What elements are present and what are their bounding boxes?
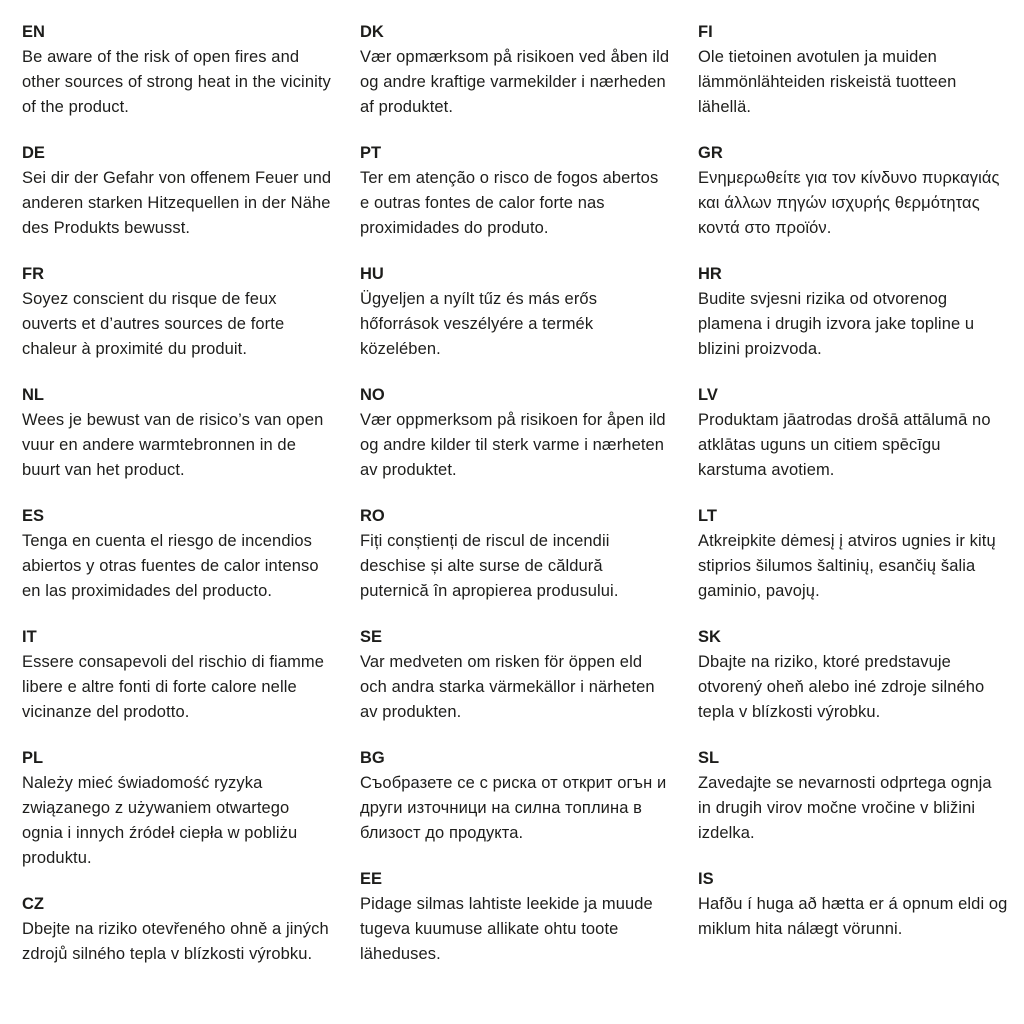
language-code: RO bbox=[360, 507, 385, 525]
warning-text: Dbejte na riziko otevřeného ohně a jiných zdrojů silného tepla v blízkosti výrobku. bbox=[22, 920, 329, 963]
language-code: PT bbox=[360, 144, 382, 162]
warning-text: Essere consapevoli del rischio di fiamme libere e altre fonti di forte calore nelle vicinanze del prodotto. bbox=[22, 653, 325, 721]
warning-text: Ügyeljen a nyílt tűz és más erős hőforrások veszélyére a termék közelében. bbox=[360, 290, 598, 358]
warning-text: Hafðu í huga að hætta er á opnum eldi og miklum hita nálægt vörunni. bbox=[698, 895, 1008, 938]
warning-entry-fr bbox=[22, 262, 332, 362]
warning-text: Ενημερωθείτε για τον κίνδυνο πυρκαγιάς και άλλων πηγών ισχυρής θερμότητας κοντά στο προϊόν. bbox=[698, 169, 1000, 237]
column-3 bbox=[698, 20, 1008, 988]
warning-entry-nl bbox=[22, 383, 332, 483]
warning-text: Vær opmærksom på risikoen ved åben ild og andre kraftige varmekilder i nærheden af produktet. bbox=[360, 48, 670, 116]
warning-text: Należy mieć świadomość ryzyka związanego z używaniem otwartego ognia i innych źródeł ciepła w pobliżu produktu. bbox=[22, 774, 298, 867]
language-code: DE bbox=[22, 144, 45, 162]
warning-entry-dk bbox=[360, 20, 670, 120]
warning-entry-it bbox=[22, 625, 332, 725]
warning-entry-de bbox=[22, 141, 332, 241]
warning-entry-ro bbox=[360, 504, 670, 604]
warning-entry-pl bbox=[22, 746, 332, 871]
language-code: CZ bbox=[22, 895, 44, 913]
language-code: GR bbox=[698, 144, 723, 162]
warning-entry-is bbox=[698, 867, 1008, 942]
language-code: NO bbox=[360, 386, 385, 404]
warning-entry-sk bbox=[698, 625, 1008, 725]
language-code: IS bbox=[698, 870, 714, 888]
warning-text: Sei dir der Gefahr von offenem Feuer und anderen starken Hitzequellen in der Nähe des Produkts bewusst. bbox=[22, 169, 332, 237]
warning-entry-fi bbox=[698, 20, 1008, 120]
warning-entry-cz bbox=[22, 892, 332, 967]
warning-text: Be aware of the risk of open fires and other sources of strong heat in the vicinity of the product. bbox=[22, 48, 331, 116]
warning-text: Var medveten om risken för öppen eld och andra starka värmekällor i närheten av produkten. bbox=[360, 653, 655, 721]
warning-entry-pt bbox=[360, 141, 670, 241]
warning-text: Съобразете се с риска от открит огън и други източници на силна топлина в близост до продукта. bbox=[360, 774, 667, 842]
language-code: BG bbox=[360, 749, 385, 767]
warning-entry-gr bbox=[698, 141, 1008, 241]
language-code: LT bbox=[698, 507, 717, 525]
warning-text: Zavedajte se nevarnosti odprtega ognja in drugih virov močne vročine v bližini izdelka. bbox=[698, 774, 992, 842]
warning-text: Soyez conscient du risque de feux ouverts et d’autres sources de forte chaleur à proximité du produit. bbox=[22, 290, 285, 358]
warning-text: Wees je bewust van de risico’s van open vuur en andere warmtebronnen in de buurt van het product. bbox=[22, 411, 324, 479]
language-code: ES bbox=[22, 507, 45, 525]
column-1 bbox=[22, 20, 332, 988]
warning-text: Pidage silmas lahtiste leekide ja muude tugeva kuumuse allikate ohtu toote läheduses. bbox=[360, 895, 653, 963]
language-code: SE bbox=[360, 628, 383, 646]
warning-text: Budite svjesni rizika od otvorenog plamena i drugih izvora jake topline u blizini proizvoda. bbox=[698, 290, 975, 358]
language-code: SL bbox=[698, 749, 720, 767]
warning-text: Ter em atenção o risco de fogos abertos e outras fontes de calor forte nas proximidades do produto. bbox=[360, 169, 659, 237]
language-code: IT bbox=[22, 628, 37, 646]
warning-text: Ole tietoinen avotulen ja muiden lämmönlähteiden riskeistä tuotteen lähellä. bbox=[698, 48, 957, 116]
language-code: EE bbox=[360, 870, 383, 888]
warning-entry-es bbox=[22, 504, 332, 604]
warning-entry-sl bbox=[698, 746, 1008, 846]
language-code: SK bbox=[698, 628, 721, 646]
language-code: EN bbox=[22, 23, 45, 41]
language-code: NL bbox=[22, 386, 44, 404]
column-2 bbox=[360, 20, 670, 988]
warning-entry-lv bbox=[698, 383, 1008, 483]
warning-entry-en bbox=[22, 20, 332, 120]
language-code: PL bbox=[22, 749, 44, 767]
language-code: HR bbox=[698, 265, 722, 283]
warning-entry-hr bbox=[698, 262, 1008, 362]
warning-text: Vær oppmerksom på risikoen for åpen ild og andre kilder til sterk varme i nærheten av produktet. bbox=[360, 411, 666, 479]
language-code: FR bbox=[22, 265, 44, 283]
warning-text: Fiți conștienți de riscul de incendii deschise și alte surse de căldură puternică în apropierea produsului. bbox=[360, 532, 619, 600]
language-code: HU bbox=[360, 265, 384, 283]
warning-text: Atkreipkite dėmesį į atviros ugnies ir kitų stiprios šilumos šaltinių, esančių šalia gaminio, pavojų. bbox=[698, 532, 996, 600]
language-code: FI bbox=[698, 23, 713, 41]
warning-entry-hu bbox=[360, 262, 670, 362]
warning-text: Dbajte na riziko, ktoré predstavuje otvorený oheň alebo iné zdroje silného tepla v blízkosti výrobku. bbox=[698, 653, 985, 721]
warning-entry-ee bbox=[360, 867, 670, 967]
warning-entry-bg bbox=[360, 746, 670, 846]
warning-text: Tenga en cuenta el riesgo de incendios abiertos y otras fuentes de calor intenso en las proximidades del producto. bbox=[22, 532, 319, 600]
language-code: DK bbox=[360, 23, 384, 41]
warning-entry-se bbox=[360, 625, 670, 725]
warning-text: Produktam jāatrodas drošā attālumā no atklātas uguns un citiem spēcīgu karstuma avotiem. bbox=[698, 411, 991, 479]
warning-entry-lt bbox=[698, 504, 1008, 604]
language-code: LV bbox=[698, 386, 718, 404]
warning-entry-no bbox=[360, 383, 670, 483]
